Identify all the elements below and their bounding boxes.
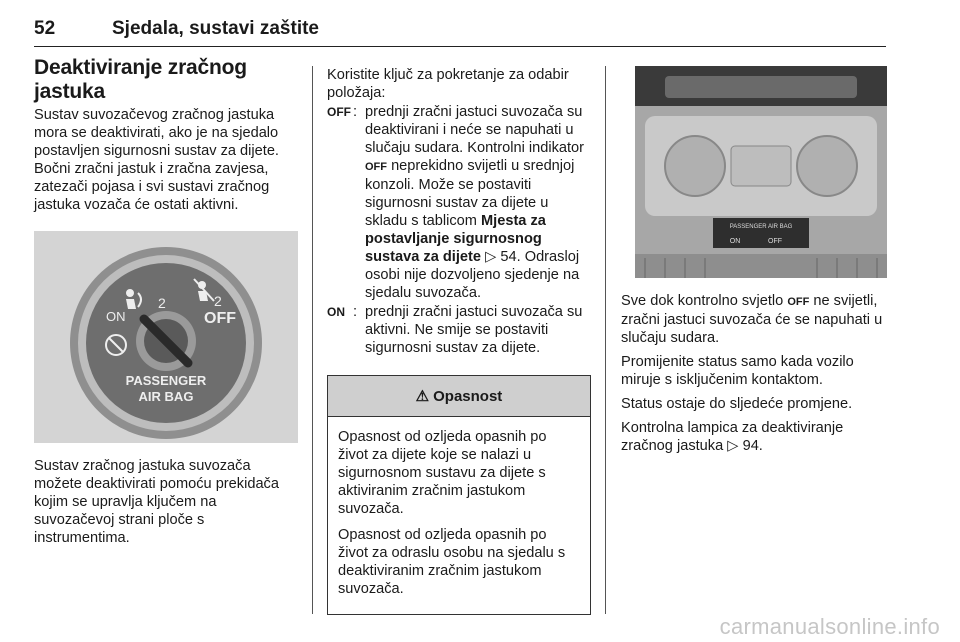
knob-two-right: 2 (214, 293, 222, 309)
warning-header (328, 376, 590, 417)
console-off: OFF (768, 238, 782, 245)
page-number: 52 (34, 18, 56, 39)
deactivate-paragraph: Sustav zračnog jastuka suvozača možete deaktivirati pomoću prekidača kojim se upravlja ključem na suvozačevoj strani ploče s instrumentima. (34, 458, 279, 546)
warning-triangle-icon: ⚠ (415, 388, 430, 405)
column-middle (327, 66, 591, 615)
arrow-ref-icon: ▷ (485, 249, 497, 265)
page-ref[interactable]: 54. (500, 249, 521, 265)
warning-body (328, 417, 590, 614)
off-text-1: prednji zračni jastuci suvozača su deaktivirani i neće se napuhati u slučaju sudara. Kontrolni indikator (365, 104, 585, 156)
arrow-ref-icon: ▷ (727, 438, 739, 454)
on-position-text: prednji zračni jastuci suvozača su aktivni. Ne smije se postaviti sigurnosni sustav za dijete. (365, 304, 583, 356)
column-right (621, 56, 886, 455)
airbag-off-symbol: OFF (787, 296, 810, 308)
airbag-off-symbol: OFF (327, 105, 351, 119)
page-header (34, 16, 886, 47)
knob-text-line1: PASSENGER (125, 373, 207, 388)
control-lamp-text: Kontrolna lampica za deaktiviranje zračnog jastuka (621, 420, 844, 454)
off-text-3: Odrasloj osobi nije dozvoljeno sjedenje na sjedalu suvozača. (365, 249, 580, 301)
column-divider (605, 66, 606, 614)
switch-lead: Koristite ključ za pokretanje za odabir položaja: (327, 67, 569, 101)
knob-on-label: ON (106, 309, 126, 324)
knob-off-label: OFF (204, 310, 236, 327)
on-position-item (327, 303, 591, 357)
chapter-title: Sjedala, sustavi zaštite (112, 18, 319, 39)
warning-box (327, 375, 591, 615)
watermark: carmanualsonline.info (719, 614, 940, 639)
indicator-paragraph (621, 292, 886, 347)
page-ref[interactable]: 94. (742, 438, 763, 454)
airbag-switch-image (34, 231, 298, 443)
column-divider (312, 66, 313, 614)
knob-text-line2: AIR BAG (138, 389, 194, 404)
section-title: Deaktiviranje zračnog jastuka (34, 56, 247, 103)
seat-table-link[interactable]: Mjesta za postavljanje sigurnosnog sustava za dijete (365, 213, 546, 265)
indicator-text-a: Sve dok kontrolno svjetlo (621, 293, 784, 309)
colon: : (353, 104, 358, 120)
console-label: PASSENGER AIR BAG (729, 224, 793, 230)
colon: : (353, 304, 358, 320)
control-lamp-paragraph (621, 419, 886, 455)
warning-paragraph: Opasnost od ozljeda opasnih po život za dijete koje se nalazi u sigurnosnom sustavu za dijete s aktiviranim zračnim jastukom suvozača. (338, 429, 547, 517)
indicator-off-symbol: OFF (365, 161, 387, 173)
status-remains-paragraph: Status ostaje do sljedeće promjene. (621, 396, 853, 412)
console-image (635, 66, 887, 278)
airbag-knob-svg (34, 231, 298, 443)
console-on: ON (729, 238, 741, 245)
off-position-text (365, 103, 591, 302)
intro-paragraph: Sustav suvozačevog zračnog jastuka mora se deaktivirati, ako je na sjedalo postavljen sigurnosni sustav za dijete. Bočni zračni jastuk i zračna zavjesa, zatezači pojasa i svi sustavi zračnog jastuka vozača će ostati aktivni. (34, 107, 279, 213)
column-left (34, 56, 298, 547)
status-change-paragraph: Promijenite status samo kada vozilo miruje s isključenim kontaktom. (621, 354, 854, 388)
warning-paragraph: Opasnost od ozljeda opasnih po život za odraslu osobu na sjedalu s deaktiviranim zračnim jastukom suvozača. (338, 527, 566, 597)
off-text-2: neprekidno svijetli u srednjoj konzoli. Može se postaviti sigurnosni sustav za dijete u skladu s tablicom (365, 158, 575, 229)
console-svg (635, 66, 887, 278)
knob-two-left: 2 (158, 295, 166, 311)
airbag-on-symbol: ON (327, 305, 345, 319)
warning-title: Opasnost (433, 387, 503, 405)
off-position-item (327, 103, 591, 302)
airbag-indicator-panel (713, 218, 809, 248)
indicator-text-b: ne svijetli, zračni jastuci suvozača će se napuhati u slučaju sudara. (621, 293, 883, 346)
